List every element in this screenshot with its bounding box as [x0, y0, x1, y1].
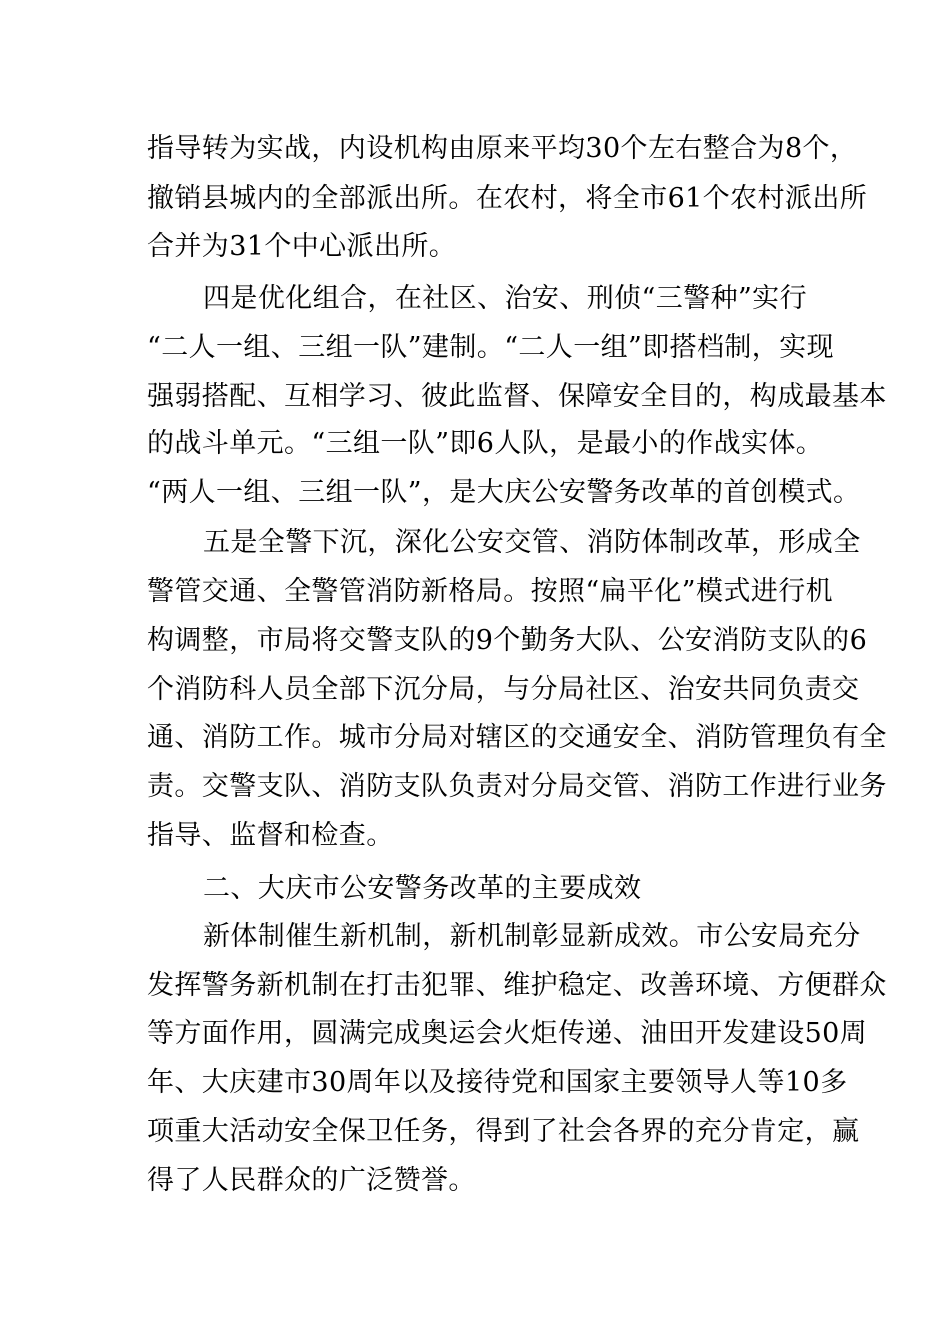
text-line: 指导、监督和检查。	[147, 820, 394, 851]
text-line: 强弱搭配、互相学习、彼此监督、保障安全目的，构成最基本	[147, 381, 887, 412]
text-line: 指导转为实战，内设机构由原来平均30个左右整合为8个，	[147, 133, 858, 164]
text-line: 二、大庆市公安警务改革的主要成效	[203, 873, 642, 904]
text-line: 四是优化组合，在社区、治安、刑侦“三警种”实行	[203, 283, 807, 314]
text-line: 个消防科人员全部下沉分局，与分局社区、治安共同负责交	[147, 674, 860, 705]
text-line: 发挥警务新机制在打击犯罪、维护稳定、改善环境、方便群众	[147, 970, 887, 1001]
text-line: 得了人民群众的广泛赞誉。	[147, 1165, 476, 1196]
text-line: 五是全警下沉，深化公安交管、消防体制改革，形成全	[203, 527, 861, 558]
text-line: 新体制催生新机制，新机制彰显新成效。市公安局充分	[203, 921, 861, 952]
text-line: 通、消防工作。城市分局对辖区的交通安全、消防管理负有全	[147, 722, 887, 753]
text-line: 年、大庆建市30周年以及接待党和国家主要领导人等10多	[147, 1067, 848, 1098]
text-line: 警管交通、全警管消防新格局。按照“扁平化”模式进行机	[147, 576, 834, 607]
text-line: 项重大活动安全保卫任务，得到了社会各界的充分肯定，赢	[147, 1116, 860, 1147]
text-line: 合并为31个中心派出所。	[147, 231, 457, 262]
text-line: “两人一组、三组一队”，是大庆公安警务改革的首创模式。	[147, 477, 861, 508]
text-line: 的战斗单元。“三组一队”即6人队，是最小的作战实体。	[147, 428, 824, 459]
text-line: “二人一组、三组一队”建制。“二人一组”即搭档制，实现	[147, 332, 835, 363]
text-line: 撤销县城内的全部派出所。在农村，将全市61个农村派出所	[147, 183, 868, 214]
text-line: 构调整，市局将交警支队的9个勤务大队、公安消防支队的6	[147, 625, 868, 656]
text-line: 责。交警支队、消防支队负责对分局交管、消防工作进行业务	[147, 771, 887, 802]
text-line: 等方面作用，圆满完成奥运会火炬传递、油田开发建设50周	[147, 1018, 868, 1049]
